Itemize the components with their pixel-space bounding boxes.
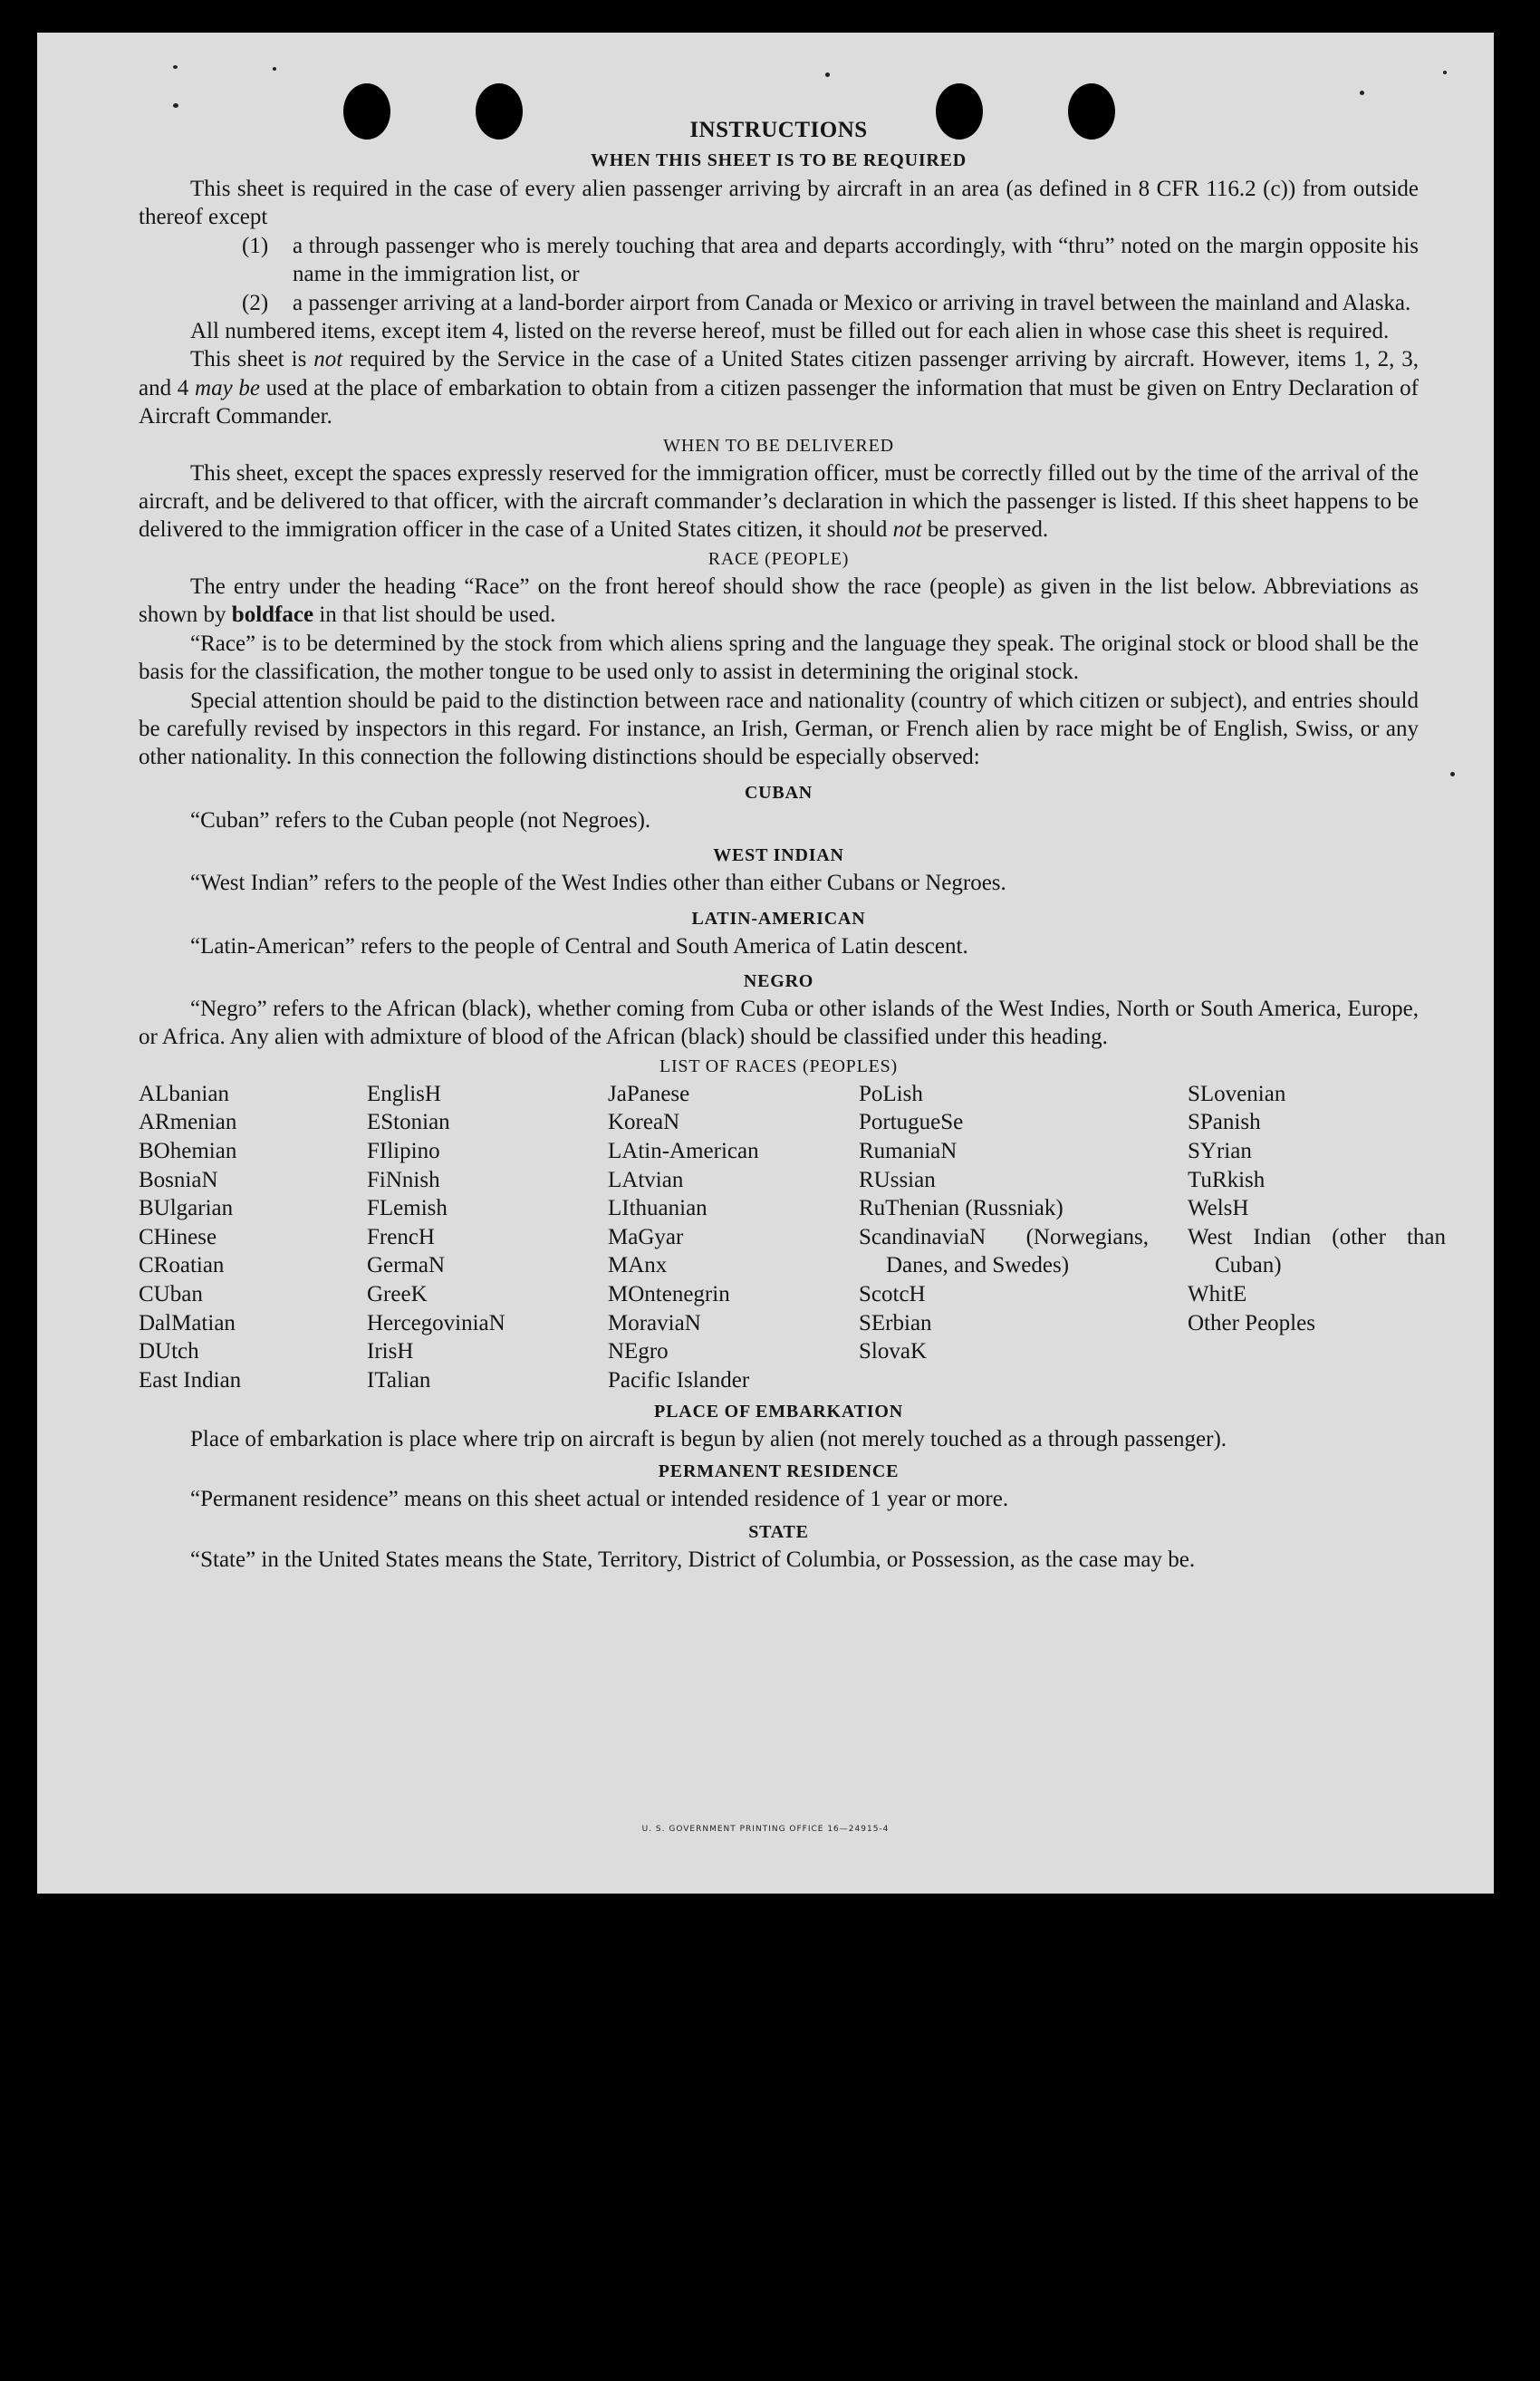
race-column [367, 1080, 505, 1395]
race-column [1188, 1080, 1446, 1337]
race-entry: CUban [139, 1281, 203, 1306]
race-column [608, 1080, 759, 1395]
paragraph: “Permanent residence” means on this sheet actual or intended residence of 1 year or more. [190, 1487, 1009, 1512]
race-entry: MoraviaN [608, 1310, 701, 1335]
document-sheet [37, 33, 1494, 1894]
list-item: (2) a passenger arriving at a land-border airport from Canada or Mexico or arriving in travel between the mainland and Alaska. [242, 290, 1411, 315]
race-entry: Other Peoples [1188, 1310, 1315, 1335]
section-heading: WHEN THIS SHEET IS TO BE REQUIRED [590, 150, 967, 170]
race-entry: MOntenegrin [608, 1281, 730, 1306]
paragraph: “Negro” refers to the African (black), whether coming from Cuba or other islands of the West Indies, North or South America, Europe, or Africa. Any alien with admixture of blood of the African (black) should be classified under this heading. [139, 996, 1419, 1050]
race-entry: BosniaN [139, 1167, 218, 1192]
race-entry: FIlipino [367, 1138, 440, 1163]
race-list [139, 1080, 1446, 1397]
subsection-heading: CUBAN [744, 782, 813, 803]
instructions-content [139, 114, 1446, 1574]
subsection-heading: LATIN-AMERICAN [691, 908, 866, 929]
race-entry: FrencH [367, 1224, 435, 1249]
paragraph: This sheet is required in the case of every alien passenger arriving by aircraft in an area (as defined in 8 CFR 116.2 (c)) from outside thereof except [139, 177, 1419, 230]
paragraph: “Race” is to be determined by the stock from which aliens spring and the language they speak. The original stock or blood shall be the basis for the classification, the mother tongue to be used only to assist in determining the original stock. [139, 631, 1419, 685]
race-entry: PortugueSe [859, 1110, 964, 1135]
race-entry: MaGyar [608, 1224, 684, 1249]
section-heading: WHEN TO BE DELIVERED [663, 435, 894, 456]
speck [1450, 772, 1455, 776]
race-entry: DUtch [139, 1339, 199, 1364]
subsection-heading: NEGRO [743, 970, 814, 991]
race-entry: MAnx [608, 1253, 668, 1278]
race-entry: East Indian [139, 1367, 242, 1393]
race-entry: ALbanian [139, 1081, 229, 1106]
race-entry: WelsH [1188, 1196, 1249, 1221]
race-entry: JaPanese [608, 1081, 690, 1106]
race-entry: EnglisH [367, 1081, 441, 1106]
paragraph: This sheet is not required by the Service in the case of a United States citizen passenger arriving by aircraft. However, items 1, 2, 3, and 4 may be used at the place of embarkation to obtain from a citizen passenger the information that must be given on Entry Declaration of Aircraft Commander. [139, 347, 1419, 429]
paragraph: This sheet, except the spaces expressly reserved for the immigration officer, must be correctly filled out by the time of the arrival of the aircraft, and be delivered to that officer, with the aircraft commander’s declaration in which the passenger is listed. If this sheet happens to be delivered to the immigration officer in the case of a United States citizen, it should not be preserved. [139, 460, 1419, 543]
race-entry: WhitE [1188, 1281, 1247, 1306]
race-entry: CHinese [139, 1224, 217, 1249]
race-entry: HercegoviniaN [367, 1310, 505, 1335]
paragraph: Special attention should be paid to the distinction between race and nationality (country of which citizen or subject), and entries should be carefully revised by inspectors in this regard. For instance, an Irish, German, or French alien by race might be of English, Swiss, or any other nationality. In this connection the following distinctions should be especially observed: [139, 688, 1419, 770]
race-entry: LAtvian [608, 1167, 684, 1192]
race-entry: FiNnish [367, 1167, 440, 1192]
race-entry: CRoatian [139, 1253, 225, 1278]
speck [173, 103, 178, 108]
speck [825, 72, 830, 77]
race-entry: LAtin-American [608, 1138, 759, 1163]
section-heading: PERMANENT RESIDENCE [658, 1461, 900, 1482]
speck [173, 65, 178, 69]
race-entry: PoLish [859, 1081, 923, 1106]
race-column [859, 1080, 1149, 1366]
section-heading: LIST OF RACES (PEOPLES) [659, 1056, 899, 1076]
speck [1360, 91, 1364, 95]
race-entry: NEgro [608, 1339, 669, 1364]
race-entry: GermaN [367, 1253, 446, 1278]
race-entry: RUssian [859, 1167, 936, 1192]
paragraph: Place of embarkation is place where trip on aircraft is begun by alien (not merely touched as a through passenger). [190, 1426, 1227, 1451]
section-heading: RACE (PEOPLE) [707, 548, 850, 569]
race-entry: Pacific Islander [608, 1367, 750, 1393]
race-entry: EStonian [367, 1110, 450, 1135]
race-entry: SErbian [859, 1310, 932, 1335]
race-entry: KoreaN [608, 1110, 680, 1135]
printing-office-footer: U. S. GOVERNMENT PRINTING OFFICE 16—24915-4 [641, 1825, 890, 1834]
subsection-heading: WEST INDIAN [713, 845, 844, 866]
paragraph: “Cuban” refers to the Cuban people (not Negroes). [190, 807, 651, 833]
section-heading: STATE [748, 1521, 809, 1542]
race-entry: BUlgarian [139, 1196, 234, 1221]
race-entry: DalMatian [139, 1310, 236, 1335]
race-entry: SlovaK [859, 1339, 927, 1364]
paragraph: “Latin-American” refers to the people of Central and South America of Latin descent. [190, 933, 968, 959]
race-entry: TuRkish [1188, 1167, 1266, 1192]
section-heading: PLACE OF EMBARKATION [654, 1401, 903, 1422]
race-entry: SYrian [1188, 1138, 1252, 1163]
race-entry: GreeK [367, 1281, 428, 1306]
page-title: INSTRUCTIONS [689, 118, 868, 142]
paragraph: “West Indian” refers to the people of the West Indies other than either Cubans or Negroes. [190, 871, 1006, 896]
race-entry: BOhemian [139, 1138, 237, 1163]
paragraph: “State” in the United States means the State, Territory, District of Columbia, or Possession, as the case may be. [190, 1547, 1196, 1572]
race-entry: SLovenian [1188, 1081, 1286, 1106]
race-entry: LIthuanian [608, 1196, 707, 1221]
list-item: (1) a through passenger who is merely touching that area and departs accordingly, with “thru” noted on the margin opposite his name in the immigration list, or [242, 233, 1419, 287]
speck [1443, 71, 1447, 74]
race-entry: IrisH [367, 1339, 414, 1364]
race-entry: West Indian (other than Cuban) [1188, 1224, 1446, 1278]
race-entry: ARmenian [139, 1110, 237, 1135]
race-entry: ScandinaviaN (Norwegians, Danes, and Swedes) [859, 1224, 1149, 1278]
race-entry: ITalian [367, 1367, 431, 1393]
race-column [139, 1080, 241, 1395]
paragraph: The entry under the heading “Race” on the front hereof should show the race (people) as given in the list below. Abbreviations as shown by boldface in that list should be used. [139, 574, 1419, 628]
race-entry: RumaniaN [859, 1138, 958, 1163]
speck [273, 67, 276, 71]
paragraph: All numbered items, except item 4, listed on the reverse hereof, must be filled out for each alien in whose case this sheet is required. [190, 319, 1390, 344]
race-entry: FLemish [367, 1196, 448, 1221]
race-entry: ScotcH [859, 1281, 926, 1306]
race-entry: RuThenian (Russniak) [859, 1196, 1064, 1221]
race-entry: SPanish [1188, 1110, 1261, 1135]
